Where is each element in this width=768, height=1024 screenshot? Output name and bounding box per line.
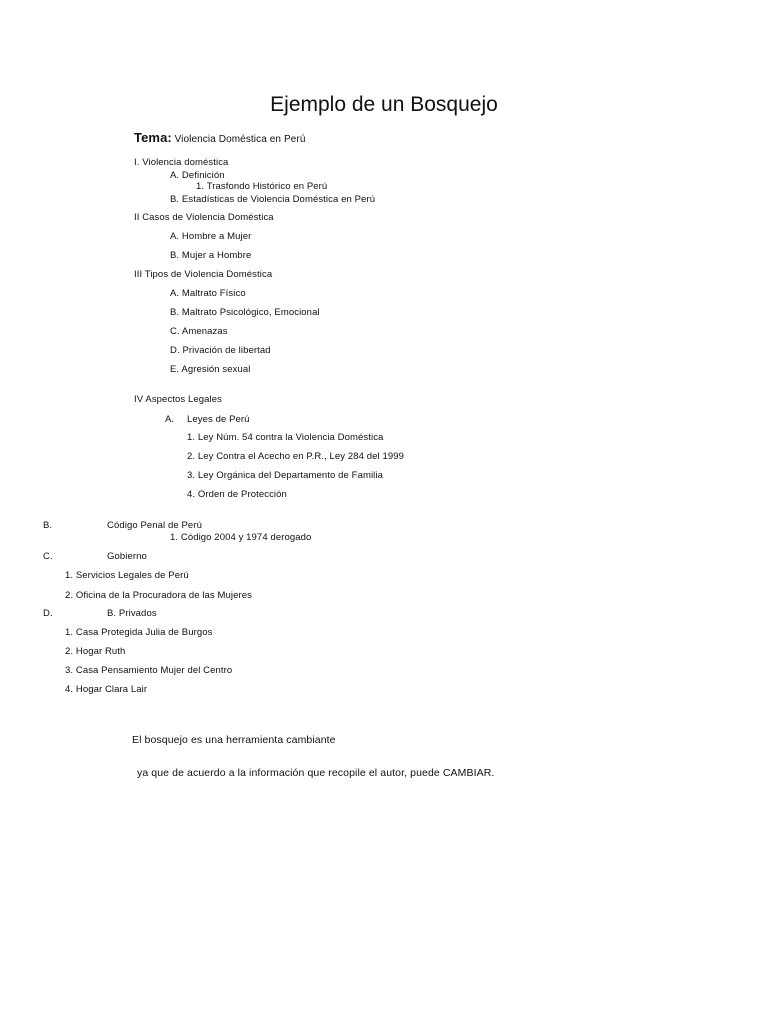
- outline-item-1b: B. Estadísticas de Violencia Doméstica en Perú: [170, 194, 376, 205]
- outline-b-marker: B.: [43, 520, 53, 531]
- outline-item-3c: C. Amenazas: [170, 326, 228, 337]
- outline-section-3: III Tipos de Violencia Doméstica: [134, 269, 273, 280]
- page-title: Ejemplo de un Bosquejo: [270, 93, 498, 116]
- outline-d-item-3: 3. Casa Pensamiento Mujer del Centro: [65, 665, 233, 676]
- outline-d-item-2: 2. Hogar Ruth: [65, 646, 126, 657]
- outline-item-4a4: 4. Orden de Protección: [187, 489, 287, 500]
- outline-item-4a-marker: A.: [165, 414, 175, 425]
- outline-c-item-2: 2. Oficina de la Procuradora de las Mujeres: [65, 590, 253, 601]
- outline-b-item-1: 1. Código 2004 y 1974 derogado: [170, 532, 312, 543]
- outline-d-item-4: 4. Hogar Clara Lair: [65, 684, 148, 695]
- tema-line: [134, 130, 306, 148]
- outline-item-3b: B. Maltrato Psicológico, Emocional: [170, 307, 320, 318]
- outline-item-3a: A. Maltrato Físico: [170, 288, 246, 299]
- outline-c-item-1: 1. Servicios Legales de Perú: [65, 570, 189, 581]
- outline-item-4a-label: Leyes de Perú: [187, 414, 250, 425]
- outline-d-marker: D.: [43, 608, 53, 619]
- outline-item-4a2: 2. Ley Contra el Acecho en P.R., Ley 284 del 1999: [187, 451, 405, 462]
- outline-item-4a1: 1. Ley Núm. 54 contra la Violencia Doméstica: [187, 432, 384, 443]
- outline-d-item-1: 1. Casa Protegida Julia de Burgos: [65, 627, 213, 638]
- outline-b-label: Código Penal de Perú: [107, 520, 202, 531]
- outline-section-2: II Casos de Violencia Doméstica: [134, 212, 274, 223]
- outline-item-3d: D. Privación de libertad: [170, 345, 271, 356]
- outline-d-label: B. Privados: [107, 608, 157, 619]
- tema-value: Violencia Doméstica en Perú: [174, 134, 306, 145]
- outline-item-4a3: 3. Ley Orgánica del Departamento de Familia: [187, 470, 383, 481]
- outline-c-label: Gobierno: [107, 551, 147, 562]
- tema-label: Tema:: [134, 130, 172, 145]
- outline-item-3e: E. Agresión sexual: [170, 364, 251, 375]
- closing-line-1: El bosquejo es una herramienta cambiante: [132, 734, 336, 746]
- outline-item-1a: A. Definición: [170, 170, 225, 181]
- outline-item-2a: A. Hombre a Mujer: [170, 231, 252, 242]
- closing-line-2: ya que de acuerdo a la información que recopile el autor, puede CAMBIAR.: [137, 767, 495, 779]
- outline-item-2b: B. Mujer a Hombre: [170, 250, 252, 261]
- outline-c-marker: C.: [43, 551, 53, 562]
- outline-section-4: IV Aspectos Legales: [134, 394, 222, 405]
- outline-item-1a1: 1. Trasfondo Histórico en Perú: [196, 181, 328, 192]
- outline-section-1: I. Violencia doméstica: [134, 157, 229, 168]
